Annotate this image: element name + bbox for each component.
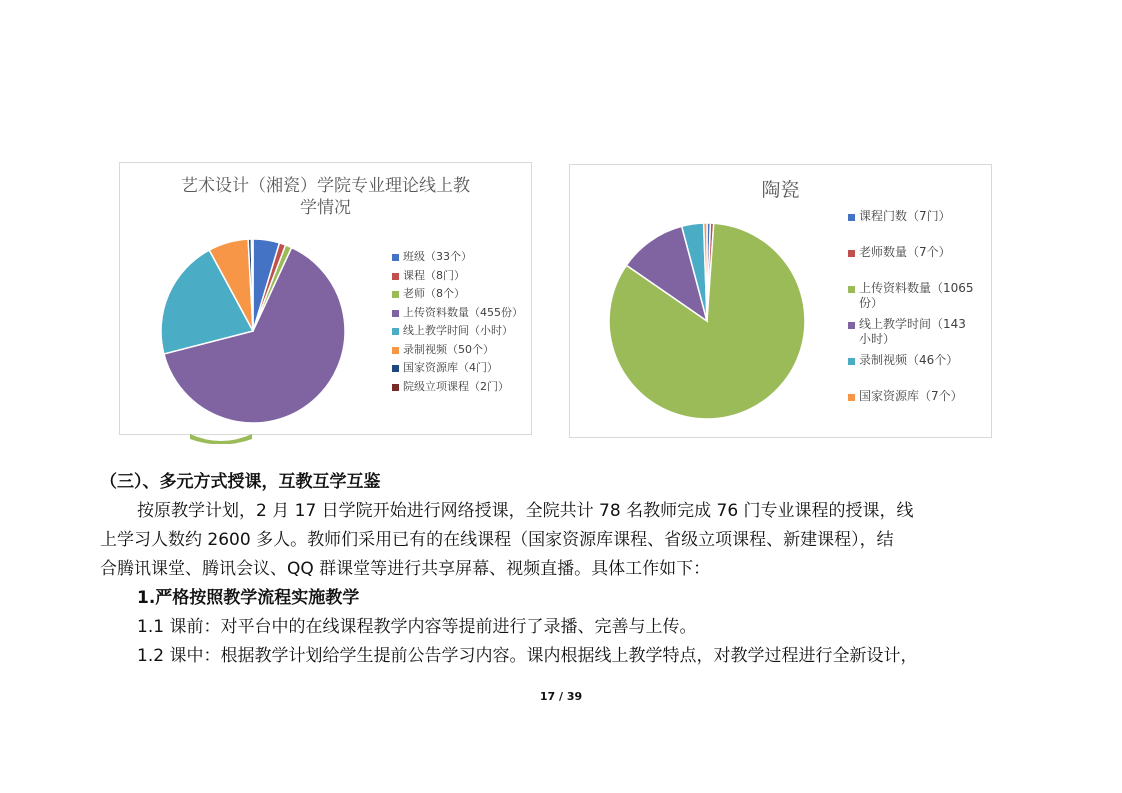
legend-swatch xyxy=(392,254,399,261)
legend-swatch xyxy=(848,358,855,365)
paragraph-line: 上学习人数约 2600 多人。教师们采用已有的在线课程（国家资源库课程、省级立项课程、新建课程），结 xyxy=(100,530,894,550)
legend-item: 上传资料数量（1065 份） xyxy=(848,281,988,311)
legend-swatch xyxy=(848,322,855,329)
document-body xyxy=(100,468,1040,671)
legend-swatch xyxy=(392,384,399,391)
legend-swatch xyxy=(392,347,399,354)
legend-item: 班级（33个） xyxy=(392,250,523,269)
list-item: 1.1 课前：对平台中的在线课程教学内容等提前进行了录播、完善与上传。 xyxy=(137,617,697,637)
legend-swatch xyxy=(848,214,855,221)
legend-swatch xyxy=(392,310,399,317)
legend-swatch xyxy=(392,273,399,280)
chart-title-line-1: 艺术设计（湘瓷）学院专业理论线上教 xyxy=(181,176,470,196)
legend-item: 录制视频（50个） xyxy=(392,343,523,362)
legend-swatch xyxy=(848,394,855,401)
section-heading: （三）、多元方式授课，互教互学互鉴 xyxy=(100,472,381,492)
chart-ceramics xyxy=(569,164,992,438)
paragraph-line: 按原教学计划，2 月 17 日学院开始进行网络授课，全院共计 78 名教师完成 76 门专业课程的授课，线 xyxy=(137,501,914,521)
legend-item: 老师数量（7个） xyxy=(848,245,988,260)
legend-item: 国家资源库（7个） xyxy=(848,389,988,404)
pie-overflow-slice xyxy=(186,430,256,444)
legend-item: 线上教学时间（小时） xyxy=(392,324,523,343)
pie-chart xyxy=(153,231,353,431)
legend-swatch xyxy=(848,286,855,293)
chart-title xyxy=(120,175,531,219)
chart-legend xyxy=(848,209,988,404)
legend-item: 录制视频（46个） xyxy=(848,353,988,368)
chart-title-line-2: 学情况 xyxy=(300,198,351,218)
subheading: 1.严格按照教学流程实施教学 xyxy=(137,588,360,608)
legend-item: 课程门数（7门） xyxy=(848,209,988,224)
pie-chart xyxy=(607,221,807,421)
legend-item: 课程（8门） xyxy=(392,269,523,288)
legend-swatch xyxy=(392,365,399,372)
page-number: 17 / 39 xyxy=(539,690,583,703)
chart-art-design xyxy=(119,162,532,435)
legend-swatch xyxy=(392,328,399,335)
legend-item: 上传资料数量（455份） xyxy=(392,306,523,325)
list-item: 1.2 课中：根据教学计划给学生提前公告学习内容。课内根据线上教学特点，对教学过程进行全新设计， xyxy=(137,646,918,666)
legend-item: 老师（8个） xyxy=(392,287,523,306)
legend-swatch xyxy=(848,250,855,257)
legend-item: 线上教学时间（143 小时） xyxy=(848,317,988,347)
paragraph-line: 合腾讯课堂、腾讯会议、QQ 群课堂等进行共享屏幕、视频直播。具体工作如下： xyxy=(100,559,711,579)
chart-legend xyxy=(392,250,523,398)
legend-swatch xyxy=(392,291,399,298)
legend-item: 国家资源库（4门） xyxy=(392,361,523,380)
legend-item: 院级立项课程（2门） xyxy=(392,380,523,399)
chart-title: 陶瓷 xyxy=(761,179,800,201)
